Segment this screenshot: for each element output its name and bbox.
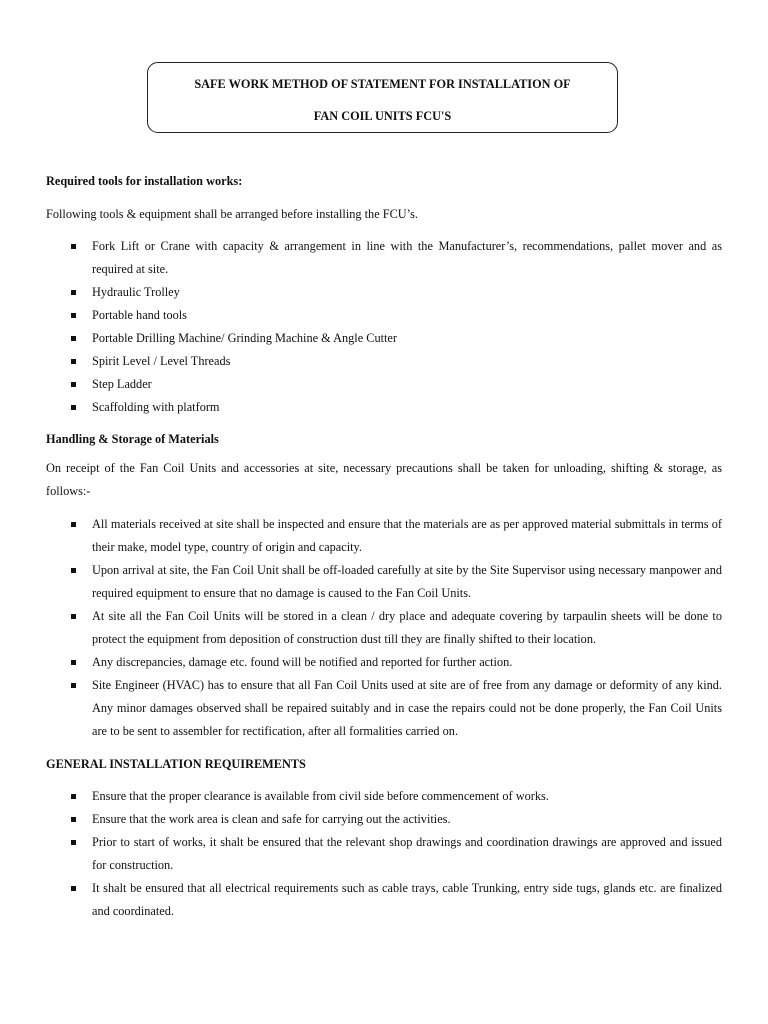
- list-item: It shalt be ensured that all electrical requirements such as cable trays, cable Trunking, entry side tugs, glands etc. are finalized and coordinated.: [46, 877, 722, 923]
- document-body: [46, 172, 722, 923]
- list-item: All materials received at site shall be inspected and ensure that the materials are as per approved material submittals in terms of their make, model type, country of origin and capacity.: [46, 513, 722, 559]
- general-heading: GENERAL INSTALLATION REQUIREMENTS: [46, 757, 306, 771]
- list-item: Any discrepancies, damage etc. found will be notified and reported for further action.: [46, 651, 722, 674]
- list-item: Upon arrival at site, the Fan Coil Unit shall be off-loaded carefully at site by the Site Supervisor using necessary manpower and required equipment to ensure that no damage is caused to the Fan Coil Units.: [46, 559, 722, 605]
- title-line-1: SAFE WORK METHOD OF STATEMENT FOR INSTALLATION OF: [194, 77, 571, 91]
- title-box: [147, 62, 618, 133]
- list-item: Portable hand tools: [46, 304, 722, 327]
- list-item: Fork Lift or Crane with capacity & arrangement in line with the Manufacturer’s, recommendations, pallet mover and as required at site.: [46, 235, 722, 281]
- list-item: Hydraulic Trolley: [46, 281, 722, 304]
- list-item: Prior to start of works, it shalt be ensured that the relevant shop drawings and coordination drawings are approved and issued for construction.: [46, 831, 722, 877]
- handling-intro: On receipt of the Fan Coil Units and accessories at site, necessary precautions shall be taken for unloading, shifting & storage, as follows:-: [46, 461, 722, 498]
- list-item: Ensure that the proper clearance is available from civil side before commencement of works.: [46, 785, 722, 808]
- tools-list: [46, 235, 722, 419]
- tools-heading: Required tools for installation works:: [46, 174, 243, 188]
- list-item: Scaffolding with platform: [46, 396, 722, 419]
- list-item: Step Ladder: [46, 373, 722, 396]
- general-list: [46, 785, 722, 923]
- list-item: Spirit Level / Level Threads: [46, 350, 722, 373]
- handling-heading: Handling & Storage of Materials: [46, 432, 219, 446]
- title-line-2: FAN COIL UNITS FCU'S: [313, 109, 452, 123]
- tools-intro: Following tools & equipment shall be arranged before installing the FCU’s.: [46, 207, 418, 221]
- list-item: Ensure that the work area is clean and safe for carrying out the activities.: [46, 808, 722, 831]
- list-item: At site all the Fan Coil Units will be stored in a clean / dry place and adequate covering by tarpaulin sheets will be done to protect the equipment from deposition of construction dust till they are finally shifted to their location.: [46, 605, 722, 651]
- handling-list: [46, 513, 722, 743]
- list-item: Portable Drilling Machine/ Grinding Machine & Angle Cutter: [46, 327, 722, 350]
- list-item: Site Engineer (HVAC) has to ensure that all Fan Coil Units used at site are of free from any damage or deformity of any kind. Any minor damages observed shall be repaired suitably and in case the repairs could not be done properly, the Fan Coil Units are to be sent to assembler for rectification, after all formalities carried on.: [46, 674, 722, 743]
